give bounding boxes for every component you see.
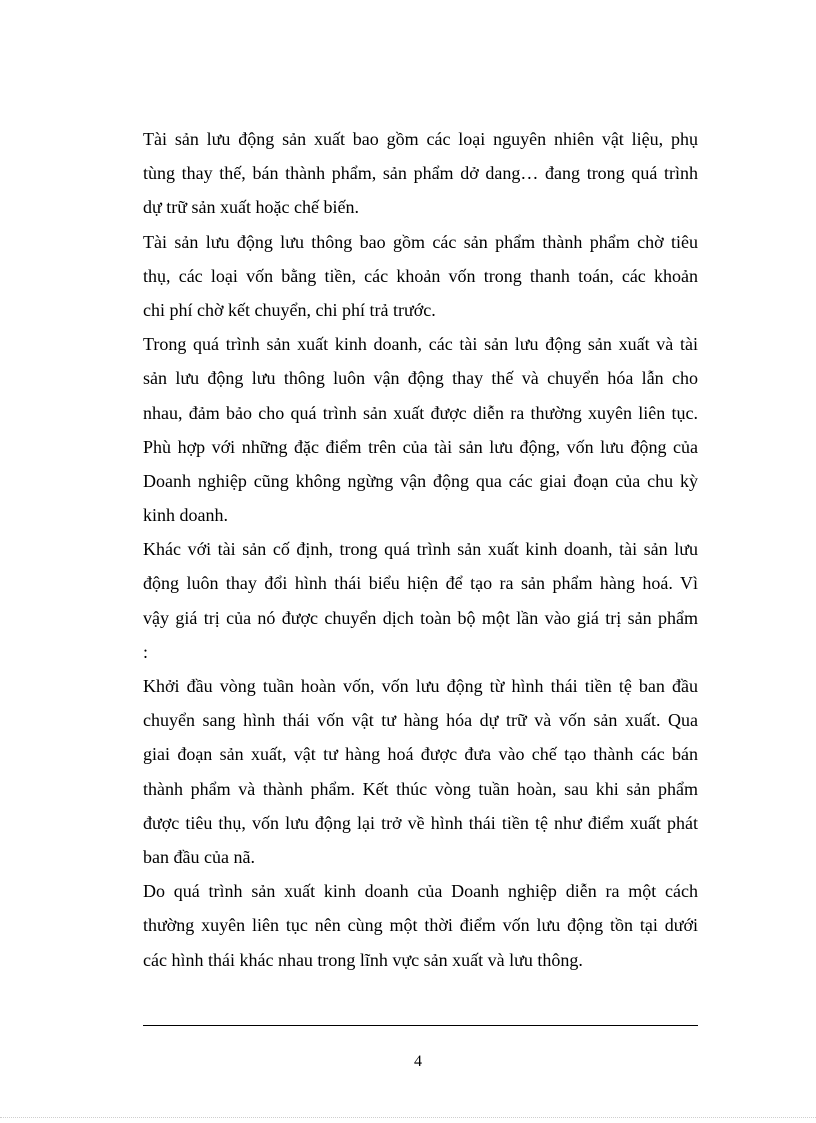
paragraph-fixed-vs-current-assets [143,532,698,669]
document-body [143,122,698,977]
text-line: Tài sản lưu động sản xuất bao gồm các loại nguyên nhiên vật liệu, phụ [143,129,698,149]
text-line: vậy giá trị của nó được chuyển dịch toàn bộ một lần vào giá trị sản phẩm [143,607,698,628]
text-line: Khác với tài sản cố định, trong quá trình sản xuất kinh doanh, tài sản lưu [143,539,698,560]
text-line: Tài sản lưu động lưu thông bao gồm các sản phẩm thành phẩm chờ tiêu [143,231,698,252]
text-line: thường xuyên liên tục nên cùng một thời điểm vốn lưu động tồn tại dưới [143,915,698,936]
paragraph-continuous-operation [143,874,698,977]
text-line: Do quá trình sản xuất kinh doanh của Doanh nghiệp diễn ra một cách [143,881,698,902]
text-line: sản lưu động lưu thông luôn vận động thay thế và chuyển hóa lẫn cho [143,368,698,389]
text-line: Phù hợp với những đặc điểm trên của tài sản lưu động, vốn lưu động của [143,436,698,457]
paragraph-capital-cycle [143,669,698,874]
text-line: ban đầu của nã. [143,846,255,867]
text-line: : [143,641,149,662]
text-line: thành phẩm và thành phẩm. Kết thúc vòng tuần hoàn, sau khi sản phẩm [143,778,698,799]
text-line: được tiêu thụ, vốn lưu động lại trở về hình thái tiền tệ như điểm xuất phát [143,812,698,833]
footer-divider [143,1025,698,1026]
text-line: chuyển sang hình thái vốn vật tư hàng hóa dự trữ và vốn sản xuất. Qua [143,710,698,731]
text-line: Doanh nghiệp cũng không ngừng vận động qua các giai đoạn của chu kỳ [143,470,698,491]
paragraph-current-assets-production [143,122,698,225]
page-number: 4 [414,1053,422,1070]
text-line: nhau, đảm bảo cho quá trình sản xuất được diễn ra thường xuyên liên tục. [143,402,698,423]
text-line: các hình thái khác nhau trong lĩnh vực sản xuất và lưu thông. [143,949,583,970]
page-bottom-edge [0,1117,816,1118]
text-line: động luôn thay đổi hình thái biểu hiện để tạo ra sản phẩm hàng hoá. Vì [143,573,698,594]
paragraph-business-process [143,327,698,532]
text-line: thụ, các loại vốn bằng tiền, các khoản vốn trong thanh toán, các khoản [143,265,698,286]
text-line: dự trữ sản xuất hoặc chế biến. [143,197,359,218]
text-line: giai đoạn sản xuất, vật tư hàng hoá được đưa vào chế tạo thành các bán [143,744,698,765]
text-line: Trong quá trình sản xuất kinh doanh, các tài sản lưu động sản xuất và tài [143,334,698,355]
paragraph-current-assets-circulation [143,225,698,328]
text-line: kinh doanh. [143,505,228,526]
text-line: chi phí chờ kết chuyển, chi phí trả trước. [143,299,436,320]
text-line: Khởi đầu vòng tuần hoàn vốn, vốn lưu động từ hình thái tiền tệ ban đầu [143,676,698,696]
text-line: tùng thay thế, bán thành phẩm, sản phẩm dở dang… đang trong quá trình [143,163,698,184]
